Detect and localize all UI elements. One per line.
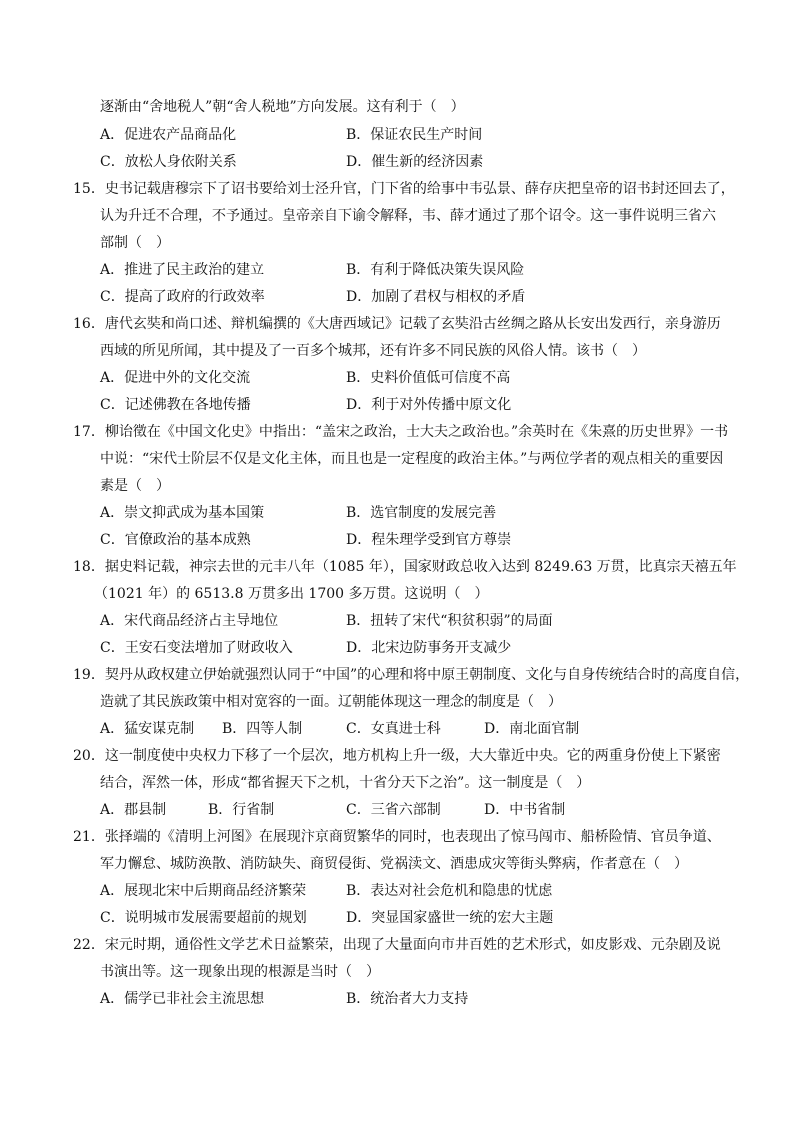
q21-option-b: B．表达对社会危机和隐患的忧虑 (346, 883, 553, 899)
q19-option-a: A．猛安谋克制 (100, 721, 195, 737)
q19-option-c: C．女真进士科 (346, 721, 441, 737)
q15-option-b: B．有利于降低决策失误风险 (346, 262, 525, 278)
q18-option-b: B．扭转了宋代“积贫积弱”的局面 (346, 613, 553, 629)
q22-option-b: B．统治者大力支持 (346, 991, 469, 1007)
q20-option-d: D．中书省制 (484, 802, 566, 818)
q22-stem-line2: 书演出等。这一现象出现的根源是当时（ ） (100, 964, 380, 980)
q17-stem-line1: 17．柳诒徵在《中国文化史》中指出：“盖宋之政治，士大夫之政治也。”余英时在《朱熹的历史世界》一书 (73, 424, 729, 440)
q15-stem-line2: 认为升迁不合理，不予通过。皇帝亲自下谕令解释，韦、薛才通过了那个诏令。这一事件说明三省六 (100, 208, 716, 224)
q20-option-a: A．郡县制 (100, 802, 167, 818)
q22-option-a: A．儒学已非社会主流思想 (100, 991, 265, 1007)
q15-option-a: A．推进了民主政治的建立 (100, 262, 265, 278)
q19-stem-line1: 19．契丹从政权建立伊始就强烈认同于“中国”的心理和将中原王朝制度、文化与自身传统结合时的高度自信， (73, 667, 750, 683)
q16-option-d: D．利于对外传播中原文化 (346, 397, 512, 413)
q19-option-d: D．南北面官制 (484, 721, 580, 737)
q21-option-d: D．突显国家盛世一统的宏大主题 (346, 910, 554, 926)
q16-stem-line1: 16．唐代玄奘和尚口述、辩机编撰的《大唐西域记》记载了玄奘沿古丝绸之路从长安出发西行，亲身游历 (73, 316, 721, 332)
q20-stem-line1: 20．这一制度使中央权力下移了一个层次，地方机构上升一级，大大靠近中央。它的两重身份使上下紧密 (73, 748, 721, 764)
q18-option-c: C．王安石变法增加了财政收入 (100, 640, 293, 656)
q14-option-b: B．保证农民生产时间 (346, 127, 483, 143)
q18-stem-line2: （1021 年）的 6513.8 万贯多出 1700 多万贯。这说明（ ） (94, 586, 489, 602)
q17-stem-line3: 素是（ ） (100, 478, 170, 494)
q17-stem-line2: 中说：“宋代士阶层不仅是文化主体，而且也是一定程度的政治主体。”与两位学者的观点相关的重要因 (100, 451, 724, 467)
q15-option-c: C．提高了政府的行政效率 (100, 289, 265, 305)
q18-stem-line1: 18．据史料记载，神宗去世的元丰八年（1085 年），国家财政总收入达到 8249.63 万贯，比真宗天禧五年 (73, 559, 737, 575)
q19-option-b: B．四等人制 (222, 721, 303, 737)
q20-stem-line2: 结合，浑然一体，形成“都省握天下之机，十省分天下之治”。这一制度是（ ） (100, 775, 591, 791)
q21-option-a: A．展现北宋中后期商品经济繁荣 (100, 883, 307, 899)
q17-option-a: A．崇文抑武成为基本国策 (100, 505, 265, 521)
q21-stem-line1: 21．张择端的《清明上河图》在展现汴京商贸繁华的同时，也表现出了惊马闯市、船桥险情、官员争道、 (73, 829, 721, 845)
q14-option-d: D．催生新的经济因素 (346, 154, 484, 170)
q17-option-b: B．选官制度的发展完善 (346, 505, 497, 521)
q16-stem-line2: 西域的所见所闻，其中提及了一百多个城邦，还有许多不同民族的风俗人情。该书（ ） (100, 343, 646, 359)
q14-option-c: C．放松人身依附关系 (100, 154, 237, 170)
q17-option-c: C．官僚政治的基本成熟 (100, 532, 251, 548)
q22-stem-line1: 22．宋元时期，通俗性文学艺术日益繁荣，出现了大量面向市井百姓的艺术形式，如皮影戏、元杂剧及说 (73, 937, 721, 953)
q16-option-c: C．记述佛教在各地传播 (100, 397, 251, 413)
q15-option-d: D．加剧了君权与相权的矛盾 (346, 289, 526, 305)
q21-option-c: C．说明城市发展需要超前的规划 (100, 910, 307, 926)
q19-stem-line2: 造就了其民族政策中相对宽容的一面。辽朝能体现这一理念的制度是（ ） (100, 694, 562, 710)
q18-option-a: A．宋代商品经济占主导地位 (100, 613, 279, 629)
q17-option-d: D．程朱理学受到官方尊崇 (346, 532, 512, 548)
q15-stem-line3: 部制（ ） (100, 235, 170, 251)
q16-option-b: B．史料价值低可信度不高 (346, 370, 511, 386)
q14-stem-continued: 逐渐由“舍地税人”朝“舍人税地”方向发展。这有利于（ ） (100, 99, 465, 115)
q15-stem-line1: 15．史书记载唐穆宗下了诏书要给刘士泾升官，门下省的给事中韦弘景、薛存庆把皇帝的诏书封还回去了， (73, 181, 735, 197)
q20-option-b: B．行省制 (208, 802, 275, 818)
q14-option-a: A．促进农产品商品化 (100, 127, 237, 143)
q18-option-d: D．北宋边防事务开支减少 (346, 640, 512, 656)
q16-option-a: A．促进中外的文化交流 (100, 370, 251, 386)
q21-stem-line2: 军力懈怠、城防涣散、消防缺失、商贸侵街、党祸渎文、酒患成灾等街头弊病，作者意在（ ） (100, 856, 688, 872)
q20-option-c: C．三省六部制 (346, 802, 441, 818)
